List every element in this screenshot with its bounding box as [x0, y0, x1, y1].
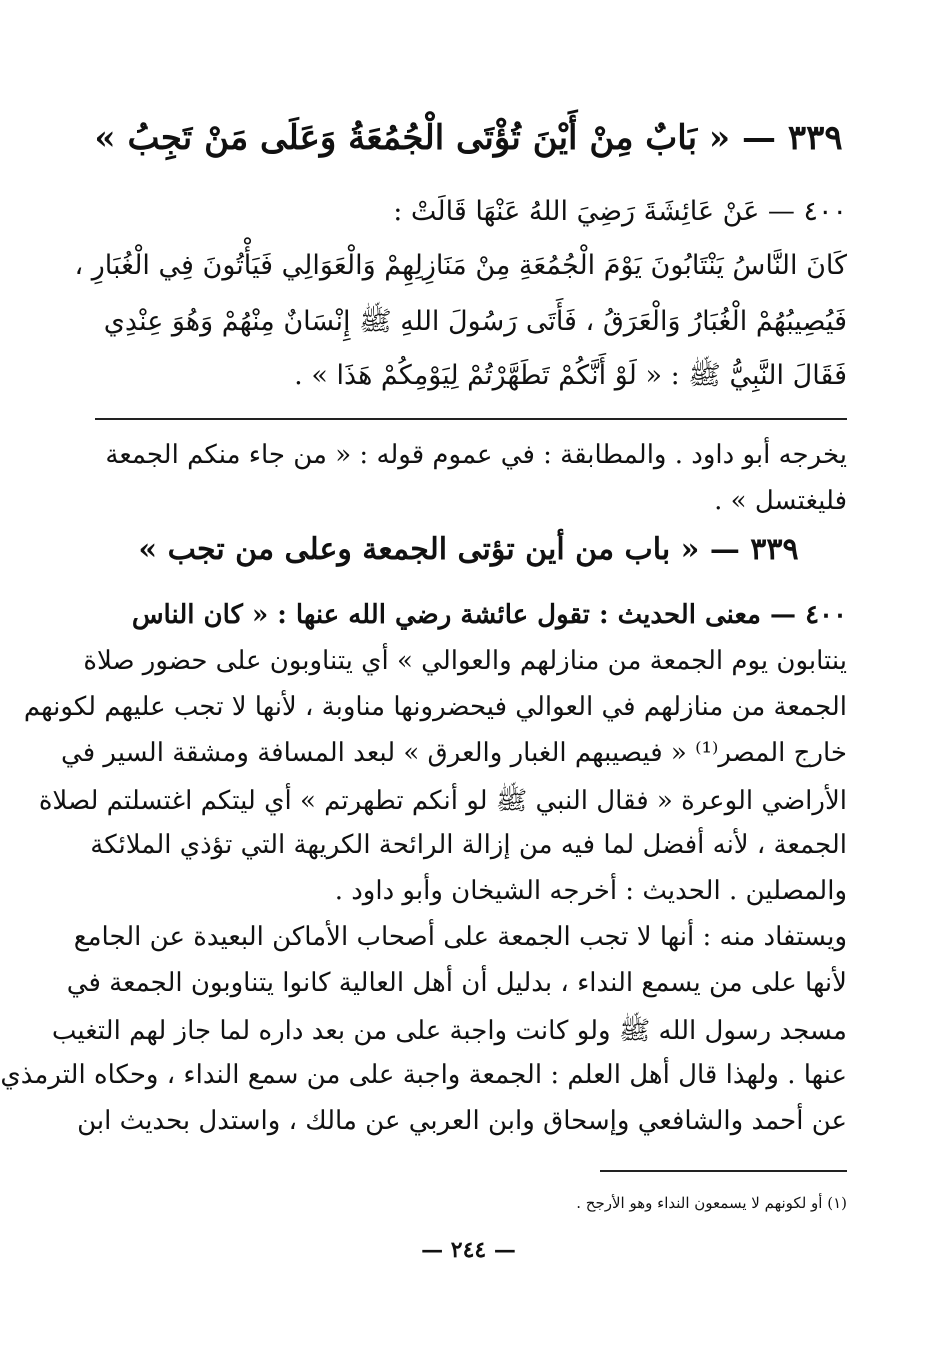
footnote-rule [600, 1170, 847, 1172]
hadith-line: فَيُصِيبُهُمْ الْغُبَارُ وَالْعَرَقُ ، فَأَتَى رَسُولَ اللهِ ﷺ إِنْسَانٌ مِنْهُمْ وَهُوَ عِنْدِي [103, 306, 847, 337]
commentary-line: الأراضي الوعرة « فقال النبي ﷺ لو أنكم تطهرتم » أي ليتكم اغتسلتم لصلاة [38, 786, 847, 816]
commentary-line: لأنها على من يسمع النداء ، بدليل أن أهل العالية كانوا يتناوبون الجمعة في [66, 968, 847, 998]
hadith-line: فَقَالَ النَّبِيُّ ﷺ : « لَوْ أَنَّكُمْ تَطَهَّرْتُمْ لِيَوْمِكُمْ هَذَا » . [294, 360, 847, 391]
commentary-line: الجمعة من منازلهم في العوالي فيحضرونها مناوبة ، لأنها لا تجب عليهم لكونهم [23, 692, 847, 722]
section-title: ٣٣٩ — « باب من أين تؤتى الجمعة وعلى من تجب » [138, 532, 799, 567]
takhrij-line: فليغتسل » . [714, 486, 847, 516]
commentary-line: ينتابون يوم الجمعة من منازلهم والعوالي » أي يتناوبون على حضور صلاة [83, 646, 847, 676]
commentary-line: ٤٠٠ — معنى الحديث : تقول عائشة رضي الله عنها : « كان الناس [131, 600, 847, 630]
commentary-line: عنها . ولهذا قال أهل العلم : الجمعة واجبة على من سمع النداء ، وحكاه الترمذي [0, 1060, 847, 1090]
commentary-line: ويستفاد منه : أنها لا تجب الجمعة على أصحاب الأماكن البعيدة عن الجامع [73, 922, 847, 952]
commentary-line: والمصلين . الحديث : أخرجه الشيخان وأبو داود . [334, 876, 847, 906]
footnote: (١) أو لكونهم لا يسمعون النداء وهو الأرجح . [576, 1194, 847, 1212]
hadith-line: كَانَ النَّاسُ يَنْتَابُونَ يَوْمَ الْجُمُعَةِ مِنْ مَنَازِلِهِمْ وَالْعَوَالِي فَيَأْتُونَ فِي الْغُبَارِ ، [74, 250, 847, 281]
takhrij-line: يخرجه أبو داود . والمطابقة : في عموم قوله : « من جاء منكم الجمعة [105, 440, 847, 470]
commentary-line: الجمعة ، لأنه أفضل لما فيه من إزالة الرائحة الكريهة التي تؤذي الملائكة [90, 830, 847, 860]
separator-rule [95, 418, 847, 420]
commentary-line: خارج المصر⁽¹⁾ « فيصيبهم الغبار والعرق » لبعد المسافة ومشقة السير في [61, 738, 847, 768]
chapter-title: ٣٣٩ — « بَابٌ مِنْ أَيْنَ تُؤْتَى الْجُمُعَةُ وَعَلَى مَنْ تَجِبُ » [94, 118, 843, 158]
hadith-line: ٤٠٠ — عَنْ عَائِشَةَ رَضِيَ اللهُ عَنْهَا قَالَتْ : [393, 196, 847, 227]
page-number: — ٢٤٤ — [421, 1237, 516, 1263]
commentary-line: مسجد رسول الله ﷺ ولو كانت واجبة على من بعد داره لما جاز لهم التغيب [51, 1016, 847, 1046]
commentary-line: عن أحمد والشافعي وإسحاق وابن العربي عن مالك ، واستدل بحديث ابن [77, 1106, 847, 1136]
